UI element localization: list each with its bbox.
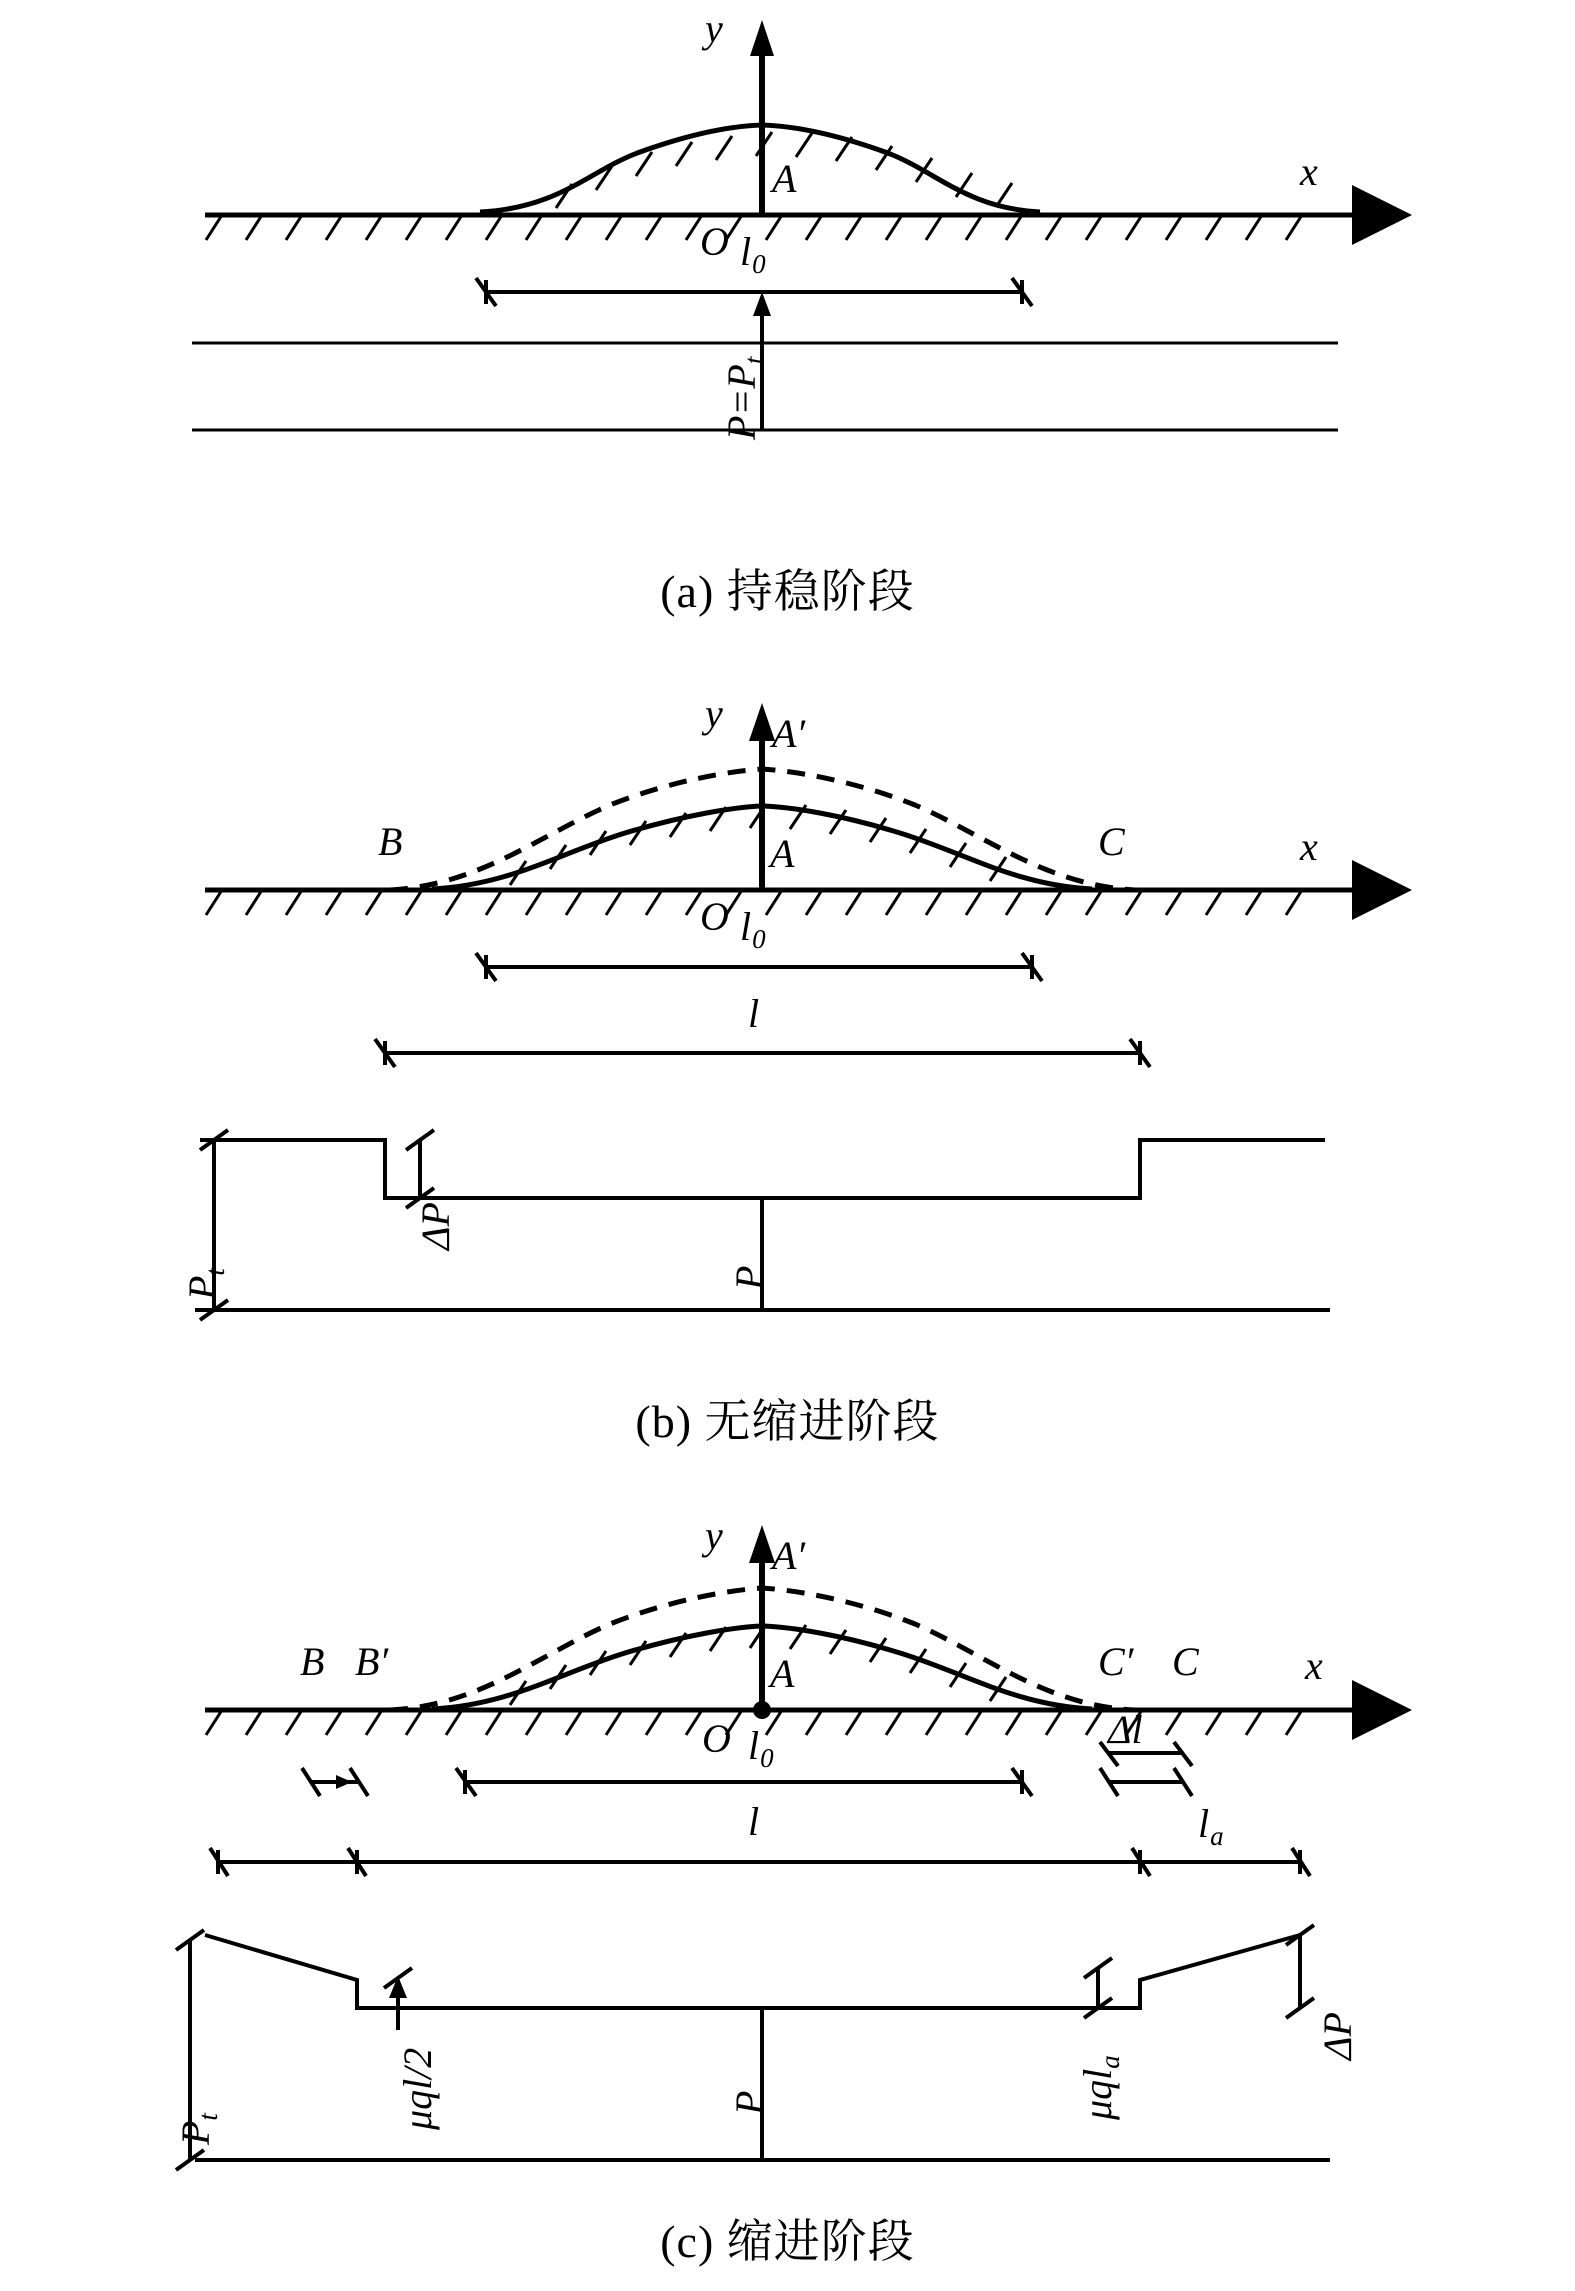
delta-p-label-b: ΔP bbox=[413, 1202, 458, 1250]
l0-label-a bbox=[740, 228, 766, 279]
l-label-b: l bbox=[748, 991, 760, 1036]
panel-b-drawing bbox=[0, 685, 1575, 1365]
pressure-label-a-main: P=P bbox=[719, 364, 764, 440]
la-label-c bbox=[1198, 1800, 1224, 1851]
panel-a-drawing bbox=[0, 0, 1575, 460]
caption-c: (c) 缩进阶段 bbox=[660, 2216, 915, 2267]
muql2-label-c-text: μql/2 bbox=[395, 2047, 440, 2130]
pt-label-c bbox=[158, 2025, 223, 2175]
pressure-label-a-sub: t bbox=[739, 356, 769, 365]
pt-label-b-main: P bbox=[180, 1275, 225, 1300]
muqla-label-c bbox=[1060, 1970, 1125, 2140]
crest-dashed-label-c: A′ bbox=[772, 1533, 806, 1578]
panel-c-drawing bbox=[0, 1510, 1575, 2200]
l0-label-c-main: l bbox=[748, 1723, 760, 1768]
pressure-label-a bbox=[700, 310, 769, 450]
crest-solid-label-c: A bbox=[770, 1651, 795, 1696]
point-b-label-c: B bbox=[300, 1639, 325, 1684]
point-c-label-b: C bbox=[1098, 819, 1125, 864]
origin-dot-c bbox=[753, 1701, 771, 1719]
l-label-c: l bbox=[748, 1799, 760, 1844]
x-axis-label-a: x bbox=[1300, 149, 1318, 194]
panel-b bbox=[0, 685, 1575, 1365]
point-b-label-b: B bbox=[378, 819, 403, 864]
point-b-prime-label-c: B′ bbox=[355, 1639, 389, 1684]
y-axis-label-c: y bbox=[705, 1513, 723, 1558]
l0-label-a-sub: 0 bbox=[752, 249, 766, 279]
pressure-profile-b bbox=[200, 1140, 1325, 1198]
origin-label-c: O bbox=[702, 1716, 731, 1761]
x-axis-label-c: x bbox=[1305, 1643, 1323, 1688]
pt-label-b bbox=[165, 1180, 230, 1330]
p-label-b bbox=[712, 1210, 772, 1320]
crest-label-a: A bbox=[772, 156, 797, 201]
l0-label-b-main: l bbox=[740, 904, 752, 949]
pt-label-b-sub: t bbox=[200, 1268, 230, 1276]
crest-solid-label-b: A bbox=[770, 831, 795, 876]
la-label-c-sub: a bbox=[1210, 1821, 1224, 1851]
origin-label-a: O bbox=[700, 219, 729, 264]
muqla-label-c-main: μql bbox=[1075, 2068, 1120, 2120]
panel-c bbox=[0, 1510, 1575, 2200]
la-label-c-main: l bbox=[1198, 1801, 1210, 1846]
muqla-label-c-sub: a bbox=[1095, 2055, 1125, 2069]
l0-label-a-main: l bbox=[740, 229, 752, 274]
y-axis-label-a: y bbox=[705, 6, 723, 51]
point-c-label-c: C bbox=[1172, 1639, 1199, 1684]
l0-label-b-sub: 0 bbox=[752, 924, 766, 954]
point-c-prime-label-c: C′ bbox=[1098, 1639, 1134, 1684]
pressure-profile-c bbox=[205, 1935, 1300, 2008]
origin-label-b: O bbox=[700, 894, 729, 939]
delta-p-label-c-text: ΔP bbox=[1315, 2012, 1360, 2060]
panel-a bbox=[0, 0, 1575, 460]
delta-p-label-c bbox=[1300, 1935, 1360, 2085]
y-axis-label-b: y bbox=[705, 691, 723, 736]
p-label-c bbox=[712, 2025, 772, 2145]
p-label-c-text: P bbox=[727, 2090, 772, 2115]
caption-b: (b) 无缩进阶段 bbox=[635, 1396, 940, 1447]
p-label-b-text: P bbox=[727, 1265, 772, 1290]
muql2-label-c bbox=[380, 1980, 440, 2150]
y-axis-arrowhead-a bbox=[750, 20, 774, 56]
pt-label-c-main: P bbox=[173, 2120, 218, 2145]
l0-label-c-sub: 0 bbox=[760, 1743, 774, 1773]
delta-l-label-c: Δl bbox=[1108, 1707, 1143, 1752]
crest-dashed-label-b: A′ bbox=[772, 711, 806, 756]
pt-label-c-sub: t bbox=[193, 2113, 223, 2121]
x-axis-label-b: x bbox=[1300, 824, 1318, 869]
left-delta-arrow-c bbox=[336, 1775, 352, 1789]
l0-label-c bbox=[748, 1722, 774, 1773]
l0-label-b bbox=[740, 903, 766, 954]
caption-a: (a) 持稳阶段 bbox=[660, 566, 915, 617]
